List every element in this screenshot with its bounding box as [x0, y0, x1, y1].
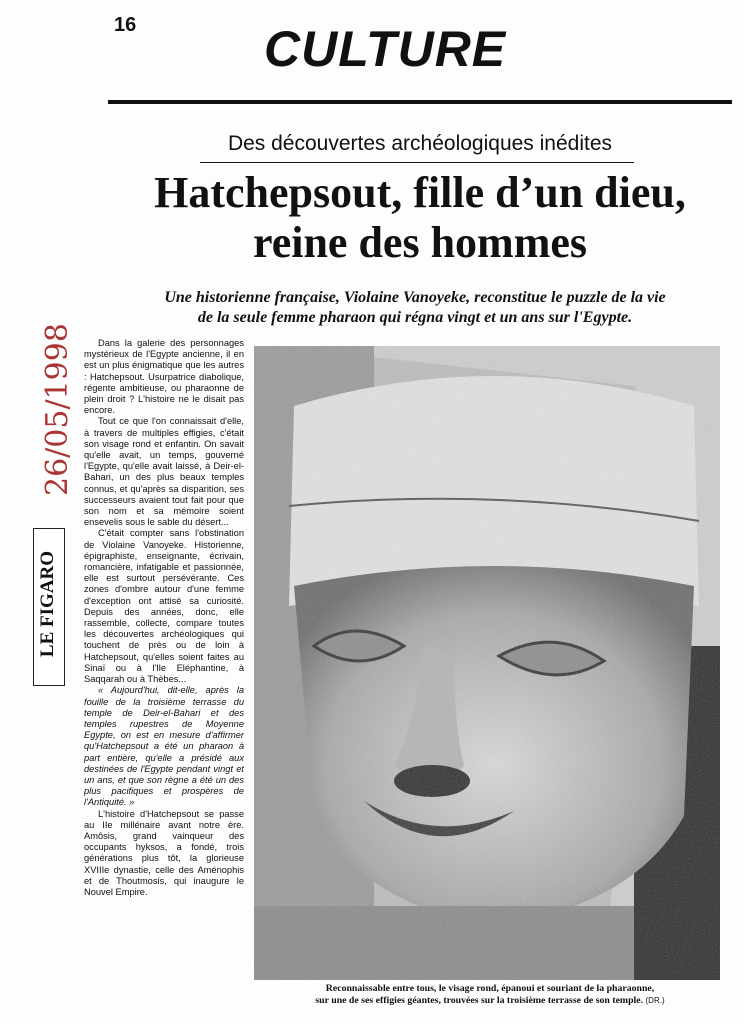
- body-paragraph-3: C'était compter sans l'obstination de Violaine Vanoyeke. Historienne, épigraphiste, enseignante, écrivain, romancière, infatigable et passionnée, elle est surtout persévérante. Ces zones d'ombre autour d'une femme d'exception ont attisé sa curiosité. Depuis des années, donc, elle rassemble, collecte, compare toutes les découvertes archéologiques qui touchent de près ou de loin à Hatchepsout, qu'elles soient faites au Sinaï ou à l'Ile Eléphantine, à Saqqarah ou à Thèbes...: [84, 528, 244, 685]
- article-body: [84, 338, 244, 1018]
- body-paragraph-4: « Aujourd'hui, dit-elle, après la fouille de la troisième terrasse du temple de Deir-el-Bahari et des temples rupestres de Moyenne Egypte, on est en mesure d'affirmer qu'Hatchepsout a été un pharaon à part entière, qu'elle a présidé aux destinées de l'Egypte pendant vingt et un ans, et que son règne a été un des plus pacifiques et prospères de l'Antiquité. »: [84, 685, 244, 808]
- newspaper-name: LE FIGARO: [37, 550, 58, 658]
- section-title: CULTURE: [264, 21, 507, 77]
- kicker: Des découvertes archéologiques inédites: [227, 132, 613, 155]
- newspaper-clipping-label: [33, 528, 65, 686]
- headline: [100, 168, 740, 268]
- kicker-rule: [200, 162, 634, 163]
- body-paragraph-2: Tout ce que l'on connaissait d'elle, à travers de multiples effigies, c'était son visage rond et enfantin. On savait qu'elle avait, un temps, gouverné l'Egypte, qu'elle avait laissé, à Deir-el-Bahari, un des plus beaux temples connus, et qu'après sa disparition, ses successeurs avaient tout fait pour que son nom et sa mémoire soient ensevelis sous le sable du désert...: [84, 416, 244, 528]
- section-rule: [108, 100, 732, 104]
- headline-line-2: reine des hommes: [252, 218, 588, 267]
- statue-photo: [254, 346, 720, 980]
- body-paragraph-5: L'histoire d'Hatchepsout se passe au IIe millénaire avant notre ère. Amôsis, grand vainqueur des occupants hyksos, a fondé, trois générations plus tôt, la glorieuse XVIIIe dynastie, celle des Aménophis et de Thoutmosis, qui inaugure le Nouvel Empire.: [84, 808, 244, 897]
- headline-line-1: Hatchepsout, fille d’un dieu,: [154, 168, 686, 217]
- photo-caption: [250, 983, 730, 1007]
- standfirst-line-1: Une historienne française, Violaine Vanoyeke, reconstitue le puzzle de la vie: [164, 289, 666, 306]
- photo-credit: (DR.): [645, 996, 665, 1005]
- page-number: 16: [114, 14, 137, 36]
- caption-line-2-text: sur une de ses effigies géantes, trouvées sur la troisième terrasse de son temple.: [315, 995, 644, 1006]
- body-paragraph-1: Dans la galerie des personnages mystérieux de l'Egypte ancienne, il en est un plus énigmatique que les autres : Hatchepsout. Usurpatrice diabolique, régente ambitieuse, ou pharaonne de plein droit ? L'histoire ne le disait pas encore.: [84, 338, 244, 416]
- statue-face-illustration: [254, 346, 720, 980]
- handwritten-date: 26/05/1998: [40, 323, 75, 496]
- standfirst: [150, 288, 680, 328]
- caption-line-1: Reconnaissable entre tous, le visage rond, épanoui et souriant de la pharaonne,: [325, 983, 655, 994]
- standfirst-line-2: de la seule femme pharaon qui régna vingt et un ans sur l'Egypte.: [197, 309, 633, 326]
- caption-line-2: [250, 995, 730, 1007]
